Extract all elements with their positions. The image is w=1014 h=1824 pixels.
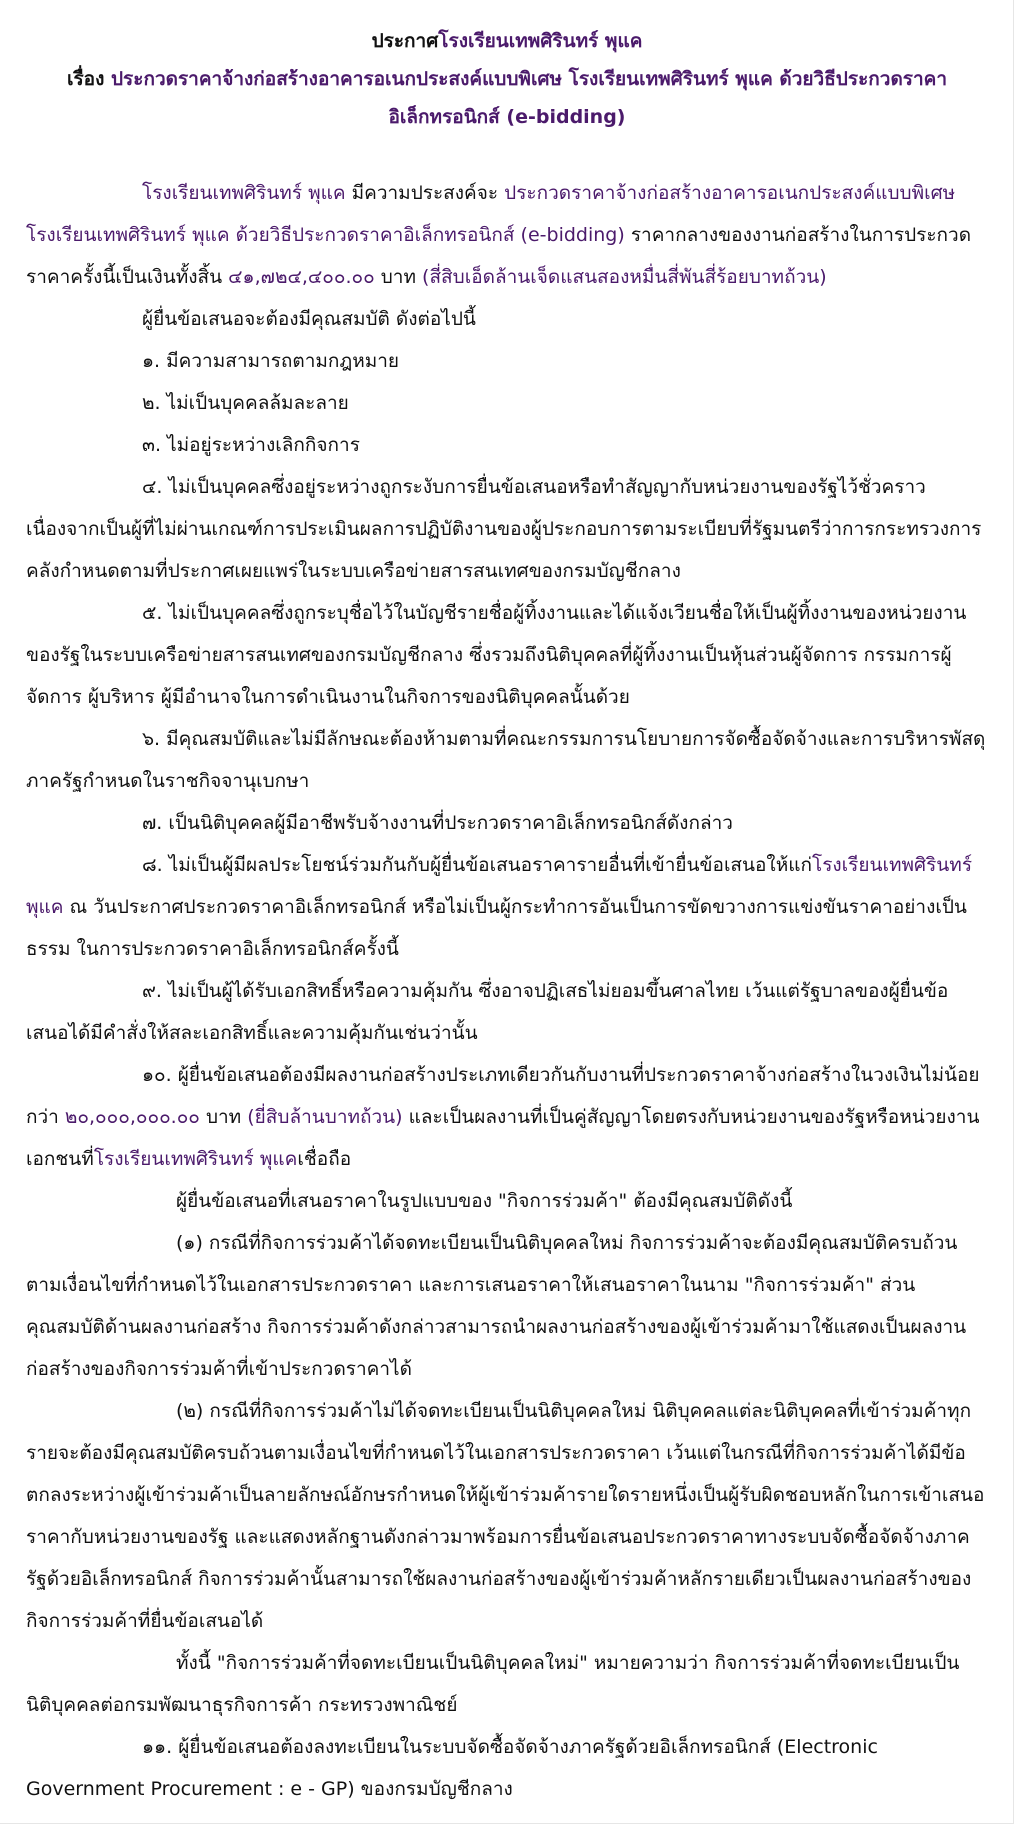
intro-paragraph bbox=[26, 172, 986, 298]
item-8-text-b: ณ วันประกาศประกวดราคาอิเล็กทรอนิกส์ หรือไม่เป็นผู้กระทำการอันเป็นการขัดขวางการแข่งขันราคาอย่างเป็นธรรม ในการประกวดราคาอิเล็กทรอนิกส์ครั้งนี้ bbox=[26, 896, 967, 960]
joint-venture-case-2: (๒) กรณีที่กิจการร่วมค้าไม่ได้จดทะเบียนเป็นนิติบุคคลใหม่ นิติบุคคลแต่ละนิติบุคคลที่เข้าร่วมค้าทุกรายจะต้องมีคุณสมบัติครบถ้วนตามเงื่อนไขที่กำหนดไว้ในเอกสารประกวดราคา เว้นแต่ในกรณีที่กิจการร่วมค้าได้มีข้อตกลงระหว่างผู้เข้าร่วมค้าเป็นลายลักษณ์อักษรกำหนดให้ผู้เข้าร่วมค้ารายใดรายหนึ่งเป็นผู้รับผิดชอบหลักในการเข้าเสนอราคากับหน่วยงานของรัฐ และแสดงหลักฐานดังกล่าวมาพร้อมการยื่นข้อเสนอประกวดราคาทางระบบจัดซื้อจัดจ้างภาครัฐด้วยอิเล็กทรอนิกส์ กิจการร่วมค้านั้นสามารถใช้ผลงานก่อสร้างของผู้เข้าร่วมค้าหลักรายเดียวเป็นผลงานก่อสร้างของกิจการร่วมค้าที่ยื่นข้อเสนอได้ bbox=[26, 1400, 985, 1632]
announcement-body bbox=[26, 172, 986, 1810]
item-10-text-b: และเป็นผลงานที่เป็นคู่สัญญาโดยตรงกับหน่วยงานของรัฐหรือหน่วยงานเอกชนที่ bbox=[26, 1106, 980, 1170]
item-10-amount-words: (ยี่สิบล้านบาทถ้วน) bbox=[247, 1106, 403, 1128]
qualification-item-2: ๒. ไม่เป็นบุคคลล้มละลาย bbox=[142, 392, 349, 414]
qualification-item-11: ๑๑. ผู้ยื่นข้อเสนอต้องลงทะเบียนในระบบจัดซื้อจัดจ้างภาครัฐด้วยอิเล็กทรอนิกส์ (Electronic Government Procurement : e - GP) ของกรมบัญชีกลาง bbox=[26, 1736, 878, 1800]
item-10-baht: บาท bbox=[199, 1106, 248, 1128]
intro-amount: ๔๑,๗๒๔,๔๐๐.๐๐ bbox=[228, 266, 375, 288]
item-10-text-c: เชื่อถือ bbox=[297, 1148, 352, 1170]
qualification-item-4: ๔. ไม่เป็นบุคคลซึ่งอยู่ระหว่างถูกระงับการยื่นข้อเสนอหรือทำสัญญากับหน่วยงานของรัฐไว้ชั่วคราว เนื่องจากเป็นผู้ที่ไม่ผ่านเกณฑ์การประเมินผลการปฏิบัติงานของผู้ประกอบการตามระเบียบที่รัฐมนตรีว่าการกระทรวงการคลังกำหนดตามที่ประกาศเผยแพร่ในระบบเครือข่ายสารสนเทศของกรมบัญชีกลาง bbox=[26, 476, 982, 582]
qualification-item-5: ๕. ไม่เป็นบุคคลซึ่งถูกระบุชื่อไว้ในบัญชีรายชื่อผู้ทิ้งงานและได้แจ้งเวียนชื่อให้เป็นผู้ทิ้งงานของหน่วยงานของรัฐในระบบเครือข่ายสารสนเทศของกรมบัญชีกลาง ซึ่งรวมถึงนิติบุคคลที่ผู้ทิ้งงานเป็นหุ้นส่วนผู้จัดการ กรรมการผู้จัดการ ผู้บริหาร ผู้มีอำนาจในการดำเนินงานในกิจการของนิติบุคคลนั้นด้วย bbox=[26, 602, 967, 708]
announcement-title bbox=[0, 22, 1014, 60]
joint-venture-case-1: (๑) กรณีที่กิจการร่วมค้าได้จดทะเบียนเป็นนิติบุคคลใหม่ กิจการร่วมค้าจะต้องมีคุณสมบัติครบถ้วนตามเงื่อนไขที่กำหนดไว้ในเอกสารประกวดราคา และการเสนอราคาให้เสนอราคาในนาม "กิจการร่วมค้า" ส่วนคุณสมบัติด้านผลงานก่อสร้าง กิจการร่วมค้าดังกล่าวสามารถนำผลงานก่อสร้างของผู้เข้าร่วมค้ามาใช้แสดงเป็นผลงานก่อสร้างของกิจการร่วมค้าที่เข้าประกวดราคาได้ bbox=[26, 1232, 967, 1380]
qualification-item-8 bbox=[26, 844, 986, 970]
joint-venture-definition: ทั้งนี้ "กิจการร่วมค้าที่จดทะเบียนเป็นนิติบุคคลใหม่" หมายความว่า กิจการร่วมค้าที่จดทะเบียนเป็นนิติบุคคลต่อกรมพัฒนาธุรกิจการค้า กระทรวงพาณิชย์ bbox=[26, 1652, 960, 1716]
subject-label: เรื่อง bbox=[66, 68, 105, 90]
item-10-amount: ๒๐,๐๐๐,๐๐๐.๐๐ bbox=[64, 1106, 200, 1128]
qualification-item-1: ๑. มีความสามารถตามกฎหมาย bbox=[142, 350, 400, 372]
qualification-item-6: ๖. มีคุณสมบัติและไม่มีลักษณะต้องห้ามตามที่คณะกรรมการนโยบายการจัดซื้อจัดจ้างและการบริหารพัสดุภาครัฐกำหนดในราชกิจจานุเบกษา bbox=[26, 728, 986, 792]
item-10-organization: โรงเรียนเทพศิรินทร์ พุแค bbox=[93, 1148, 298, 1170]
intro-text-2: ราคากลางของงานก่อสร้างในการประกวดราคาครั้งนี้เป็นเงินทั้งสิ้น bbox=[26, 224, 972, 288]
qualification-item-10 bbox=[26, 1054, 986, 1180]
intro-project: ประกวดราคาจ้างก่อสร้างอาคารอเนกประสงค์แบบพิเศษ โรงเรียนเทพศิรินทร์ พุแค ด้วยวิธีประกวดราคาอิเล็กทรอนิกส์ (e-bidding) bbox=[26, 182, 956, 246]
item-8-text-a: ๘. ไม่เป็นผู้มีผลประโยชน์ร่วมกันกับผู้ยื่นข้อเสนอราคารายอื่นที่เข้ายื่นข้อเสนอให้แก่ bbox=[142, 854, 812, 876]
qualification-item-7: ๗. เป็นนิติบุคคลผู้มีอาชีพรับจ้างงานที่ประกวดราคาอิเล็กทรอนิกส์ดังกล่าว bbox=[142, 812, 733, 834]
intro-organization: โรงเรียนเทพศิรินทร์ พุแค bbox=[142, 182, 346, 204]
title-organization: โรงเรียนเทพศิรินทร์ พุแค bbox=[438, 30, 643, 52]
item-10-text-a: ๑๐. ผู้ยื่นข้อเสนอต้องมีผลงานก่อสร้างประเภทเดียวกันกับงานที่ประกวดราคาจ้างก่อสร้างในวงเงินไม่น้อยกว่า bbox=[26, 1064, 980, 1128]
intro-text-1: มีความประสงค์จะ bbox=[345, 182, 505, 204]
qualification-item-9: ๙. ไม่เป็นผู้ได้รับเอกสิทธิ์หรือความคุ้มกัน ซึ่งอาจปฏิเสธไม่ยอมขึ้นศาลไทย เว้นแต่รัฐบาลของผู้ยื่นข้อเสนอได้มีคำสั่งให้สละเอกสิทธิ์และความคุ้มกันเช่นว่านั้น bbox=[26, 980, 949, 1044]
intro-amount-words: (สี่สิบเอ็ดล้านเจ็ดแสนสองหมื่นสี่พันสี่ร้อยบาทถ้วน) bbox=[422, 266, 827, 288]
announcement-subject bbox=[0, 60, 1014, 136]
qualifications-intro: ผู้ยื่นข้อเสนอจะต้องมีคุณสมบัติ ดังต่อไปนี้ bbox=[142, 308, 476, 330]
announcement-header bbox=[0, 22, 1014, 136]
item-8-organization: โรงเรียนเทพศิรินทร์ พุแค bbox=[26, 854, 973, 918]
qualification-item-3: ๓. ไม่อยู่ระหว่างเลิกกิจการ bbox=[142, 434, 360, 456]
intro-baht: บาท bbox=[374, 266, 423, 288]
joint-venture-intro: ผู้ยื่นข้อเสนอที่เสนอราคาในรูปแบบของ "กิจการร่วมค้า" ต้องมีคุณสมบัติดังนี้ bbox=[176, 1190, 793, 1212]
subject-text: ประกวดราคาจ้างก่อสร้างอาคารอเนกประสงค์แบบพิเศษ โรงเรียนเทพศิรินทร์ พุแค ด้วยวิธีประกวดราคาอิเล็กทรอนิกส์ (e-bidding) bbox=[110, 68, 948, 128]
title-prefix: ประกาศ bbox=[371, 30, 439, 52]
